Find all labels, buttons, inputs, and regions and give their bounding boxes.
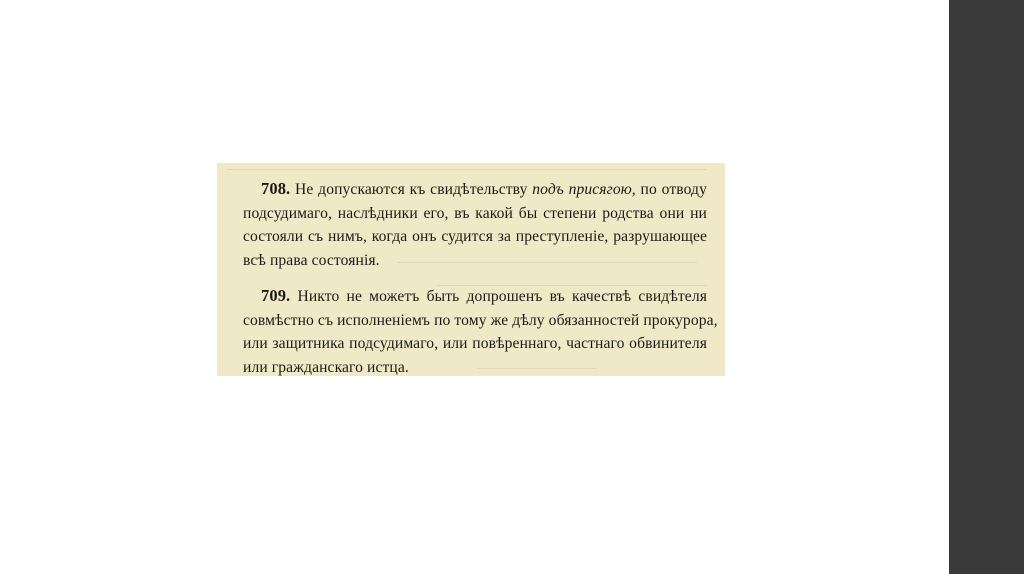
article-709-line-4: или гражданскаго истца. xyxy=(243,358,409,376)
article-708-line-4: всѣ права состоянія. xyxy=(243,251,380,269)
article-number: 709. xyxy=(261,286,291,305)
article-708 xyxy=(243,177,707,272)
article-709-line-1 xyxy=(243,284,707,309)
article-708-line-1 xyxy=(243,177,707,202)
article-709-line-2: совмѣстно съ исполненіемъ по тому же дѣлу обязанностей прокурора, xyxy=(243,311,718,329)
right-side-panel xyxy=(949,0,1024,574)
scanned-text-excerpt xyxy=(217,163,725,376)
text-run: по отводу xyxy=(635,181,707,198)
article-709-line-3: или защитника подсудимаго, или повѣреннаго, частнаго обвинителя xyxy=(243,335,707,352)
text-run: Никто не можетъ быть допрошенъ въ качествѣ свидѣтеля xyxy=(290,288,707,305)
italic-text-run: подъ присягою, xyxy=(532,181,636,198)
article-708-line-2: подсудимаго, наслѣдники его, въ какой бы степени родства они ни xyxy=(243,204,707,222)
article-708-line-3: состояли съ нимъ, когда онъ судится за преступленіе, разрушающее xyxy=(243,228,707,245)
article-709 xyxy=(243,284,718,376)
text-run: Не допускаются къ свидѣтельству xyxy=(290,181,533,198)
article-number: 708. xyxy=(261,179,291,198)
